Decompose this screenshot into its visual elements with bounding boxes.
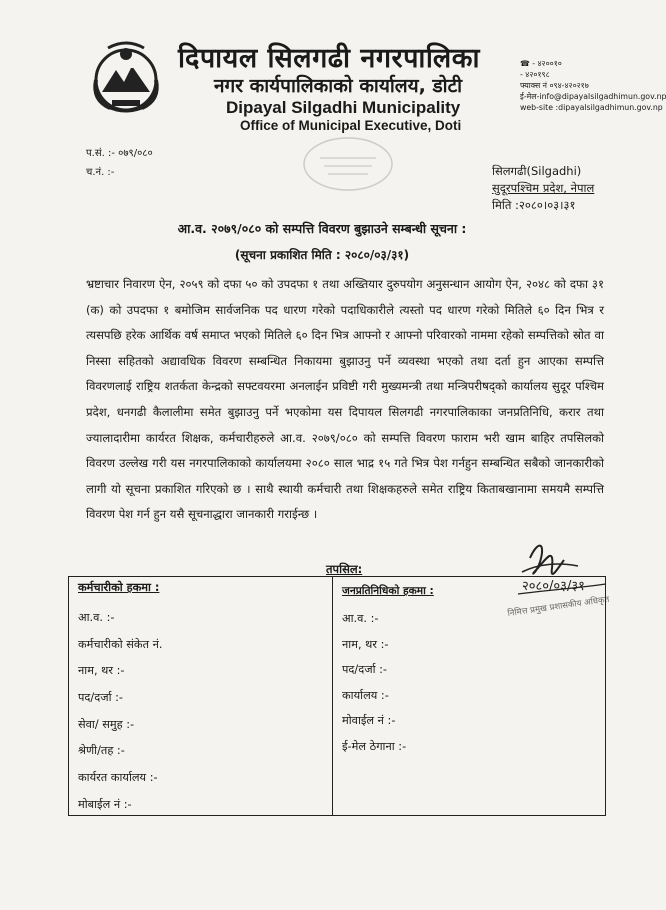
date: मिति :२०८०।०३।३१ [492,198,576,212]
employees-column [78,580,162,819]
representative-field: आ.व. :- [342,612,379,625]
reference-numbers [86,144,153,182]
notice-published-date: (सूचना प्रकाशित मिति : २०८०/०३/३१) [234,248,410,262]
representative-field: कार्यालय :- [342,688,389,702]
letter-number: प.सं. :- ०७९/०८० [86,148,153,159]
representative-field: मोवाईल नं :- [342,714,396,727]
representatives-column [342,584,434,759]
dispatch-number: च.नं. :- [86,167,115,178]
phone-1: ☎ - ४२००१० [520,59,562,68]
notice-title: आ.व. २०७९/०८० को सम्पत्ति विवरण बुझाउने सम्बन्धी सूचना : [177,221,467,236]
employee-field: श्रेणी/तह :- [78,744,125,758]
phone-2: - ४२०१९८ [520,70,550,79]
representative-field: नाम, थर :- [342,637,389,651]
province: सुदूरपश्चिम प्रदेश, नेपाल [492,181,595,195]
place-and-date [492,163,594,214]
office-name-english: Office of Municipal Executive, Doti [240,118,462,133]
contact-block [520,58,666,113]
representative-field: पद/दर्जा :- [342,663,388,676]
employee-field: नाम, थर :- [78,664,125,678]
employee-field: आ.व. :- [78,611,115,624]
employees-heading: कर्मचारीको हकमा : [78,581,160,594]
nepal-emblem-icon [88,40,164,116]
fax: फ्याक्स नं ०९४-४२०२१७ [520,81,589,90]
org-name-english: Dipayal Silgadhi Municipality [226,98,461,117]
org-name-nepali: दिपायल सिलगढी नगरपालिका [178,43,480,74]
notice-body: भ्रष्टाचार निवारण ऐन, २०५९ को दफा ५० को उपदफा १ तथा अख्तियार दुरुपयोग अनुसन्धान आयोग ऐन, २०४८ को दफा ३१ (क) को उपदफा १ बमोजिम सार्वजनिक पद धारण गरेको पदाधिकारीले त्यस्तो पद धारण गरेको मितिले ६० दिन भित्र र त्यसपछि हरेक आर्थिक वर्ष समाप्त भएको मितिले ६० दिन भित्र आफ्नो र आफ्नो परिवारको नाममा रहेको सम्पत्तिको स्रोत वा निस्सा सहितको अद्यावधिक विवरण सम्बन्धित निकायमा बुझाउनु पर्ने व्यवस्था भएको तथा दर्ता हुन आएका सम्पत्ति विवरणलाई राष्ट्रिय शतर्कता केन्द्रको सफ्टवयरमा अनलाईन प्रविष्टी गरी मुख्यमन्त्री तथा मन्त्रिपरीषद्को कार्यालय सुदूर पश्चिम प्रदेश, धनगढी कैलालीमा समेत बुझाउनु पर्ने भएकोमा यस दिपायल सिलगढी नगरपालिकाका जनप्रतिनिधि, करार तथा ज्यालादारीमा कार्यरत शिक्षक, कर्मचारीहरुले आ.व. २०७९/०८० को सम्पत्ति विवरण फाराम भरी खाम बाहिर तपसिलको विवरण उल्लेख गरी यस नगरपालिकाको कार्यालयमा २०८० साल भाद्र १५ गते भित्र पेश गर्नहुन सम्बन्धित सबैको जानकारीको लागी यो सूचना प्रकाशित गरिएको छ । साथै स्थायी कर्मचारी तथा शिक्षकहरुले समेत राष्ट्रिय किताबखानामा समयमै सम्पत्ति विवरण पेश गर्न हुन यसै सूचनाद्धारा जानकारी गराईन्छ । [86,277,604,522]
employee-field: कर्मचारीको संकेत नं. [78,637,163,651]
representative-field: ई-मेल ठेगाना :- [342,739,407,753]
employee-field: सेवा/ समुह :- [78,717,135,731]
employee-field: कार्यरत कार्यालय :- [78,771,158,785]
table-caption: तपसिल: [326,562,363,576]
faint-stamp-icon [300,134,396,194]
signature-date: २०८०/०३/३१ [522,579,585,594]
email: ई-मेल-info@dipayalsilgadhimun.gov.np [520,92,666,101]
employee-field: पद/दर्जा :- [78,691,124,705]
employee-field: मोबाईल नं :- [78,797,132,811]
office-name-nepali: नगर कार्यपालिकाको कार्यालय, डोटी [214,75,463,97]
signature-note: निमित्त प्रमुख प्रशासकीय अधिकृत [507,594,610,619]
website: web-site :dipayalsilgadhimun.gov.np [520,103,663,112]
city: सिलगढी(Silgadhi) [492,164,582,178]
representatives-heading: जनप्रतिनिधिको हकमा : [342,585,434,597]
table-divider [332,576,333,816]
